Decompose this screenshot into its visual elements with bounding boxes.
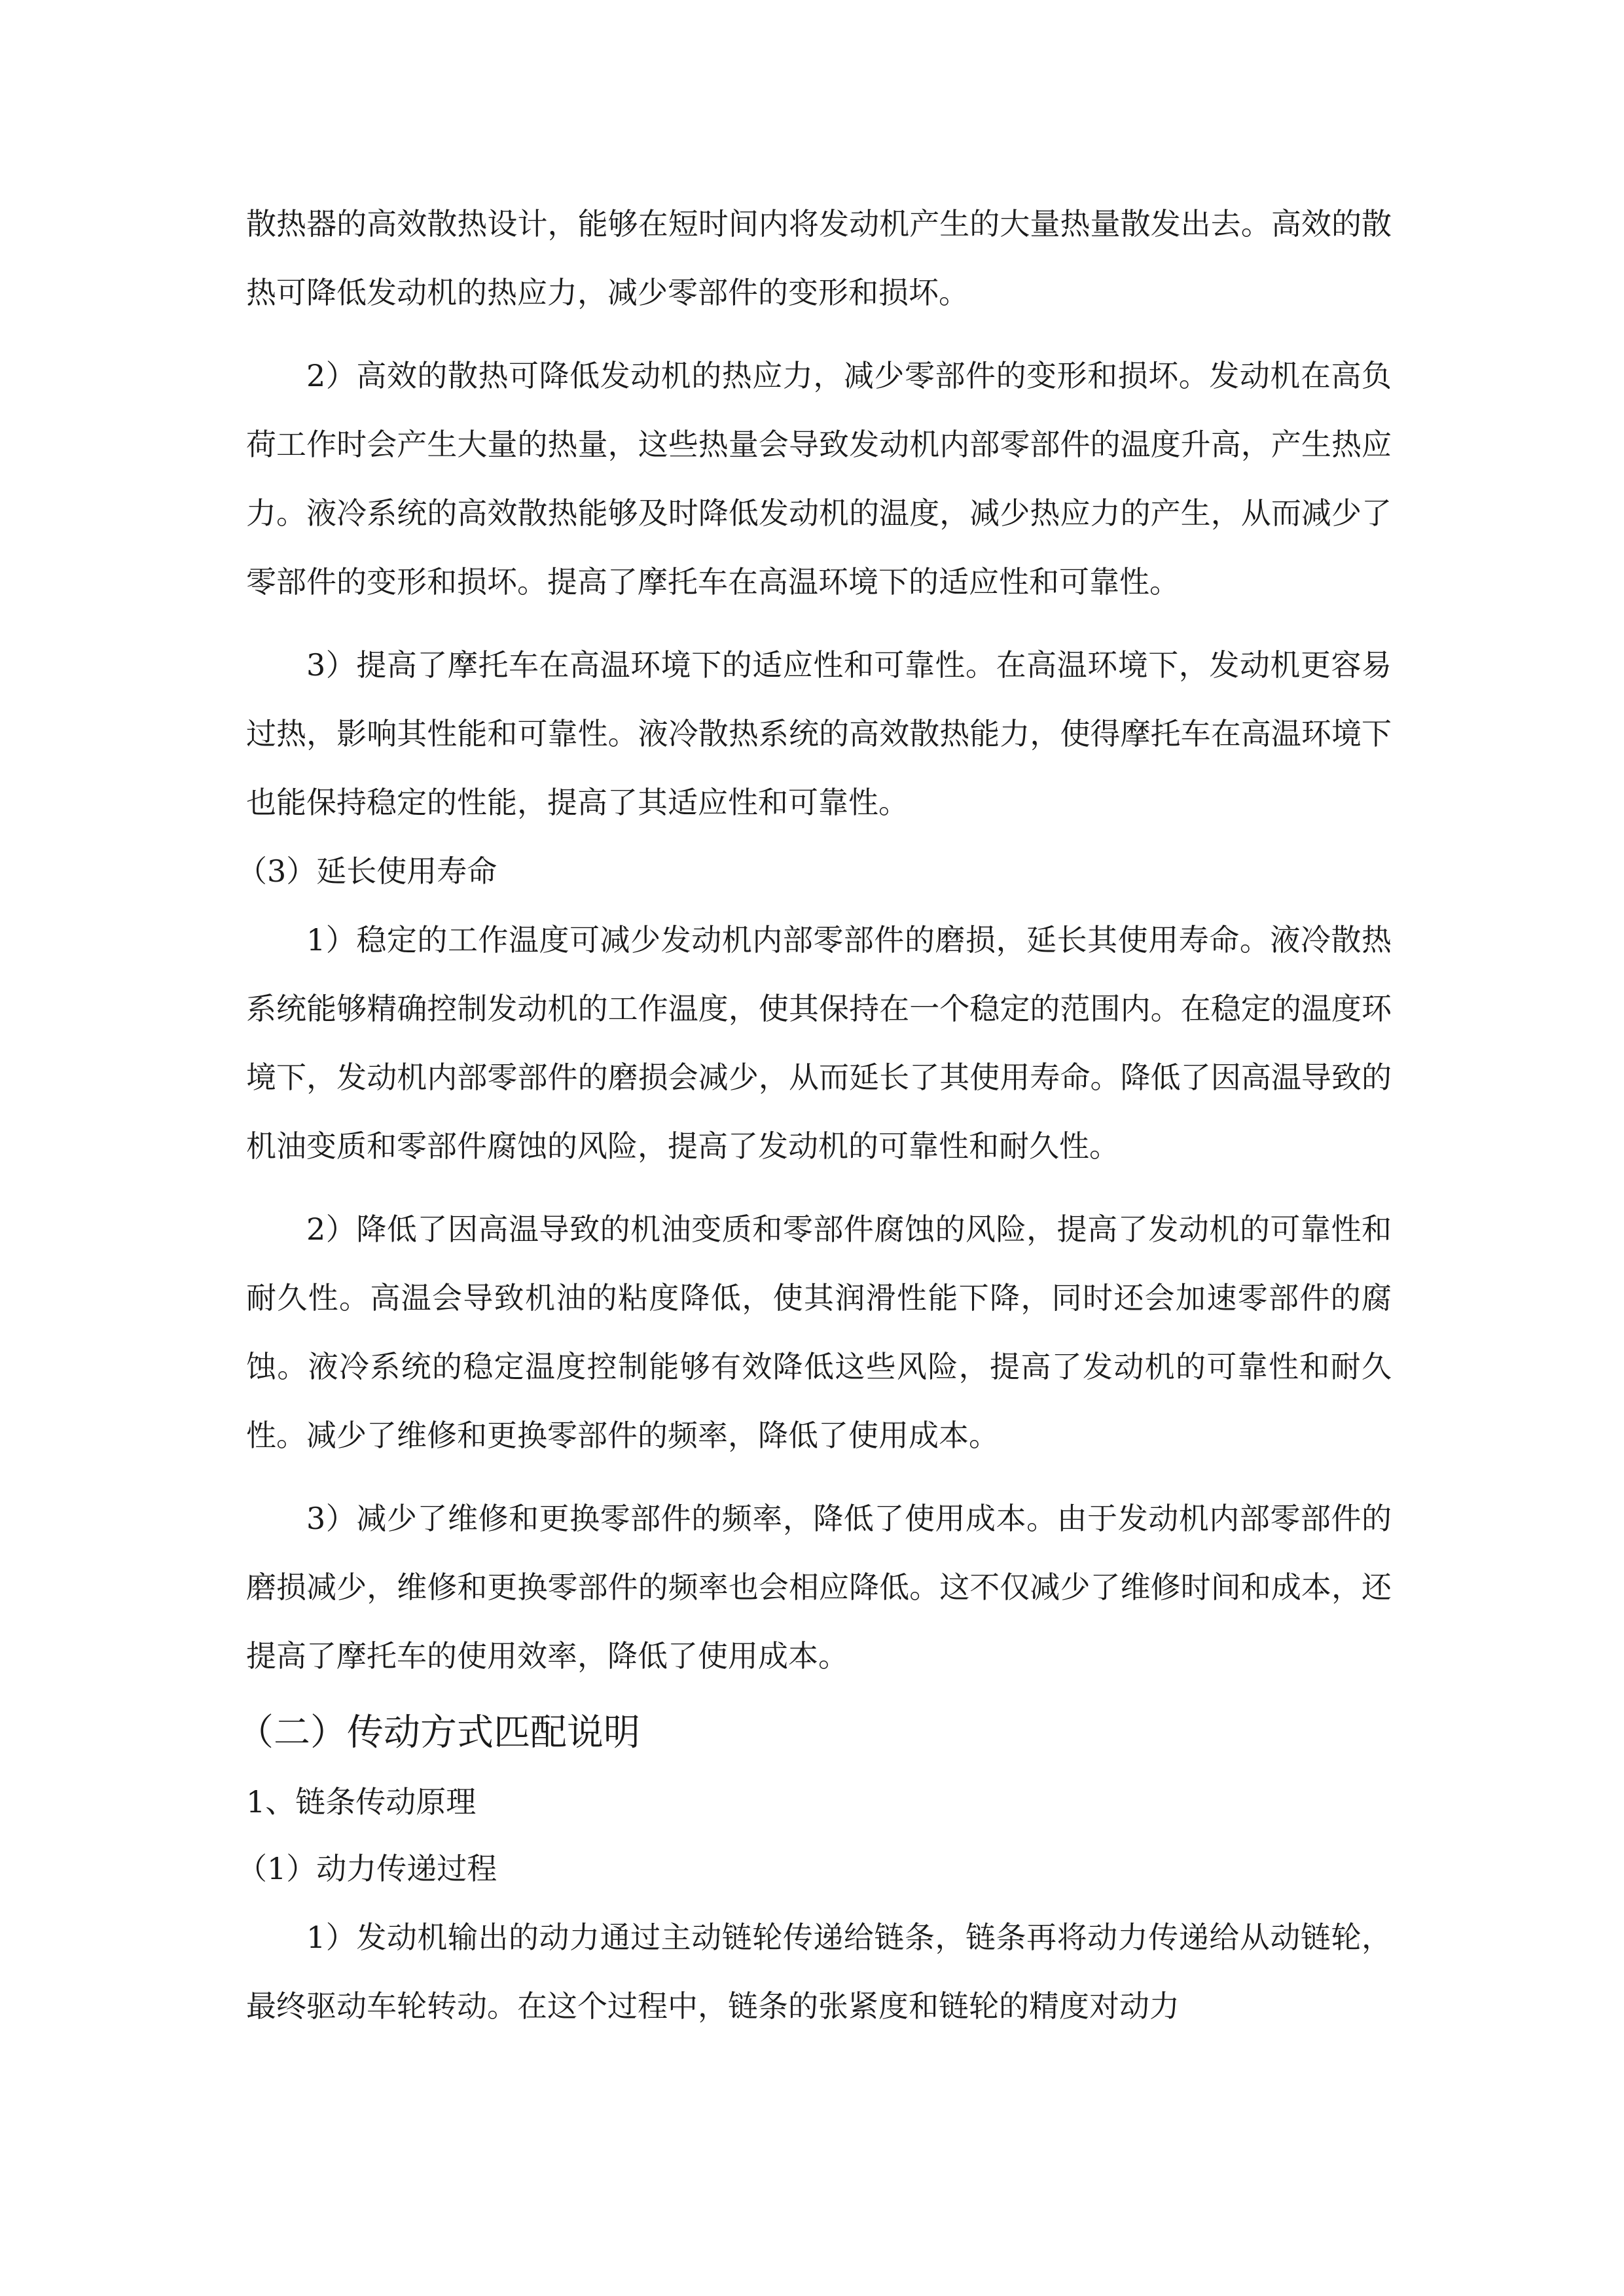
document-body: [237, 190, 1392, 2041]
paragraph-thermal-stress: 2）高效的散热可降低发动机的热应力，减少零部件的变形和损坏。发动机在高负荷工作时会产生大量的热量，这些热量会导致发动机内部零部件的温度升高，产生热应力。液冷系统的高效散热能够及时降低发动机的温度，减少热应力的产生，从而减少了零部件的变形和损坏。提高了摩托车在高温环境下的适应性和可靠性。: [246, 358, 1392, 600]
paragraph-maintenance-cost: 3）减少了维修和更换零部件的频率，降低了使用成本。由于发动机内部零部件的磨损减少，维修和更换零部件的频率也会相应降低。这不仅减少了维修时间和成本，还提高了摩托车的使用效率，降低了使用成本。: [246, 1501, 1392, 1674]
paragraph-stable-temperature: 1）稳定的工作温度可减少发动机内部零部件的磨损，延长其使用寿命。液冷散热系统能够精确控制发动机的工作温度，使其保持在一个稳定的范围内。在稳定的温度环境下，发动机内部零部件的磨损会减少，从而延长了其使用寿命。降低了因高温导致的机油变质和零部件腐蚀的风险，提高了发动机的可靠性和耐久性。: [246, 922, 1392, 1164]
paragraph-oil-corrosion-risk: 2）降低了因高温导致的机油变质和零部件腐蚀的风险，提高了发动机的可靠性和耐久性。高温会导致机油的粘度降低，使其润滑性能下降，同时还会加速零部件的腐蚀。液冷系统的稳定温度控制能够有效降低这些风险，提高了发动机的可靠性和耐久性。减少了维修和更换零部件的频率，降低了使用成本。: [246, 1211, 1392, 1453]
item-heading-chain-drive: 1、链条传动原理: [246, 1784, 477, 1820]
subheading-power-transfer: （1）动力传递过程: [237, 1851, 497, 1886]
paragraph-heat-dissipation-continued: 散热器的高效散热设计，能够在短时间内将发动机产生的大量热量散发出去。高效的散热可降低发动机的热应力，减少零部件的变形和损坏。: [246, 206, 1392, 310]
section-heading-transmission: （二）传动方式匹配说明: [237, 1712, 640, 1754]
paragraph-power-transfer: 1）发动机输出的动力通过主动链轮传递给链条，链条再将动力传递给从动链轮，最终驱动车轮转动。在这个过程中，链条的张紧度和链轮的精度对动力: [246, 1920, 1392, 2024]
subheading-extend-lifespan: （3）延长使用寿命: [237, 853, 497, 889]
paragraph-high-temp-adaptability: 3）提高了摩托车在高温环境下的适应性和可靠性。在高温环境下，发动机更容易过热，影响其性能和可靠性。液冷散热系统的高效散热能力，使得摩托车在高温环境下也能保持稳定的性能，提高了其适应性和可靠性。: [246, 647, 1392, 820]
